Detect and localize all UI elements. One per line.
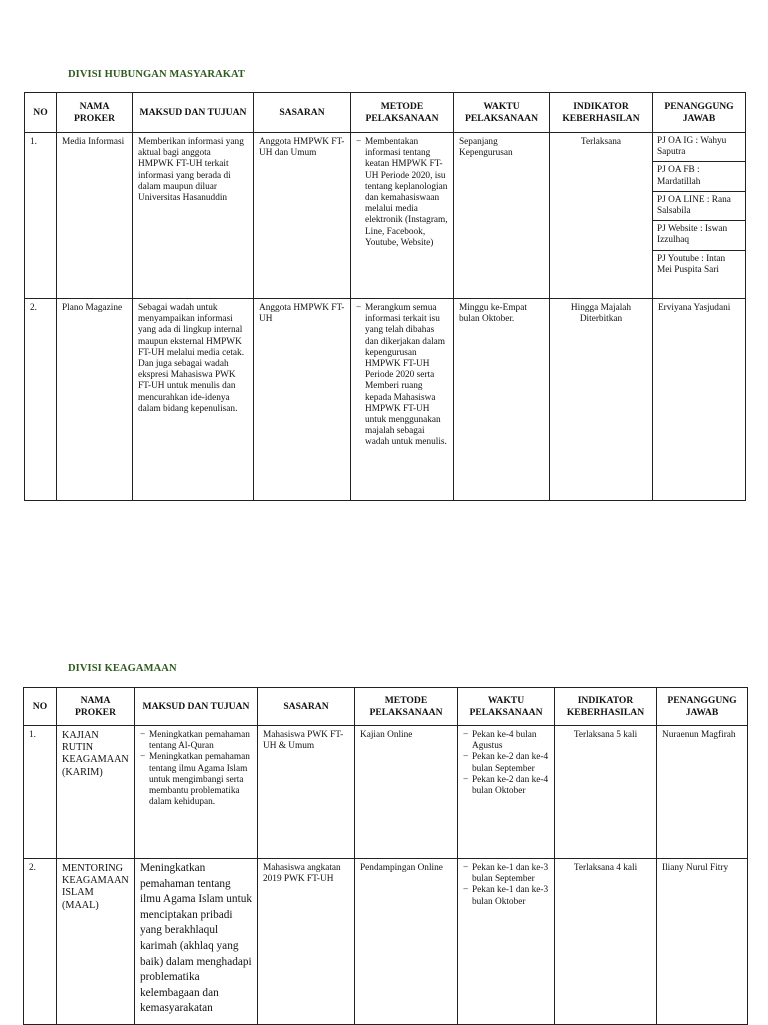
pj-website: PJ Website : Iswan Izzulhaq [653,221,745,250]
cell-penanggung-jawab [653,133,746,299]
cell-no: 1. [25,133,57,299]
cell-nama-proker: Media Informasi [57,133,133,299]
cell-nama-proker: Plano Magazine [57,299,133,501]
list-item: − Pekan ke-1 dan ke-3 bulan Oktober [463,885,549,907]
table-row [25,133,746,299]
list-item: − Meningkatkan pemahaman tentang Al-Quran [140,730,252,752]
cell-metode [351,299,454,501]
cell-sasaran: Anggota HMPWK FT-UH dan Umum [254,133,351,299]
table-row [24,859,748,1025]
header-maksud-tujuan: MAKSUD DAN TUJUAN [133,93,254,133]
cell-indikator: Terlaksana [550,133,653,299]
header-waktu: WAKTU PELAKSANAAN [458,688,555,726]
header-penanggung-jawab: PENANGGUNG JAWAB [657,688,748,726]
cell-waktu: Sepanjang Kepengurusan [454,133,550,299]
maksud-text: Meningkatkan pemahaman tentang ilmu Agama Islam untuk menciptakan pribadi yang berakhlaqul karimah (akhlaq yang baik) dalam menghadapi problematika kelembagaan dan kemasyarakatan [140,862,252,1015]
cell-nama-proker: MENTORING KEAGAMAAN ISLAM (MAAL) [57,859,135,1025]
table-keagamaan [23,687,748,1025]
cell-indikator: Terlaksana 5 kali [555,726,657,859]
cell-indikator: Hingga Majalah Diterbitkan [550,299,653,501]
section-title-humas: DIVISI HUBUNGAN MASYARAKAT [68,69,246,80]
header-maksud-tujuan: MAKSUD DAN TUJUAN [135,688,258,726]
list-item: − Merangkum semua informasi terkait isu yang telah dibahas dan dikerjakan dalam kepengurusan HMPWK FT-UH Periode 2020 serta Memberi ruang kepada Mahasiswa HMPWK FT-UH untuk menggunakan majalah sebagai wadah untuk menulis. [356,303,448,449]
list-item: − Meningkatkan pemahaman tentang ilmu Agama Islam untuk mengimbangi serta membantu problematika dalam kehidupan. [140,752,252,808]
cell-nama-proker: KAJIAN RUTIN KEAGAMAAN (KARIM) [57,726,135,859]
cell-penanggung-jawab: Nuraenun Magfirah [657,726,748,859]
list-item: − Pekan ke-4 bulan Agustus [463,730,549,752]
pj-oa-ig: PJ OA IG : Wahyu Saputra [653,133,745,162]
header-indikator: INDIKATOR KEBERHASILAN [550,93,653,133]
list-item: − Pekan ke-1 dan ke-3 bulan September [463,863,549,885]
cell-no: 1. [24,726,57,859]
cell-no: 2. [24,859,57,1025]
section-title-keagamaan: DIVISI KEAGAMAAN [68,663,177,674]
pj-youtube: PJ Youtube : Intan Mei Puspita Sari [657,253,726,275]
header-no: NO [25,93,57,133]
cell-sasaran: Anggota HMPWK FT-UH [254,299,351,501]
table-header-row [25,93,746,133]
header-metode: METODE PELAKSANAAN [355,688,458,726]
cell-maksud [135,726,258,859]
list-item: − Pekan ke-2 dan ke-4 bulan Oktober [463,775,549,797]
header-penanggung-jawab: PENANGGUNG JAWAB [653,93,746,133]
cell-sasaran: Mahasiswa angkatan 2019 PWK FT-UH [258,859,355,1025]
header-no: NO [24,688,57,726]
header-metode: METODE PELAKSANAAN [351,93,454,133]
cell-metode [351,133,454,299]
cell-sasaran: Mahasiswa PWK FT-UH & Umum [258,726,355,859]
cell-maksud [135,859,258,1025]
cell-maksud: Memberikan informasi yang aktual bagi anggota HMPWK FT-UH terkait informasi yang berada di dalam maupun diluar Universitas Hasanuddin [133,133,254,299]
cell-waktu [458,726,555,859]
cell-waktu [458,859,555,1025]
cell-maksud: Sebagai wadah untuk menyampaikan informasi yang ada di lingkup internal maupun eksternal HMPWK FT-UH melalui media cetak. Dan juga sebagai wadah ekspresi Mahasiswa PWK FT-UH untuk menulis dan mencurahkan ide-idenya dalam bidang kepenulisan. [133,299,254,501]
table-row [24,726,748,859]
list-item: − Pekan ke-2 dan ke-4 bulan September [463,752,549,774]
cell-waktu: Minggu ke-Empat bulan Oktober. [454,299,550,501]
pj-oa-line: PJ OA LINE : Rana Salsabila [653,192,745,221]
cell-penanggung-jawab: Iliany Nurul Fitry [657,859,748,1025]
cell-indikator: Terlaksana 4 kali [555,859,657,1025]
header-indikator: INDIKATOR KEBERHASILAN [555,688,657,726]
cell-no: 2. [25,299,57,501]
table-header-row [24,688,748,726]
table-humas [24,92,746,501]
header-nama-proker: NAMA PROKER [57,93,133,133]
cell-metode: Kajian Online [355,726,458,859]
list-item: − Membentakan informasi tentang keatan HMPWK FT-UH Periode 2020, isu tentang keplanologian dan kemahasiswaan melalui media elektronik (Instagram, Line, Facebook, Youtube, Website) [356,137,448,249]
header-sasaran: SASARAN [254,93,351,133]
header-waktu: WAKTU PELAKSANAAN [454,93,550,133]
table-row [25,299,746,501]
header-nama-proker: NAMA PROKER [57,688,135,726]
header-sasaran: SASARAN [258,688,355,726]
cell-penanggung-jawab: Erviyana Yasjudani [653,299,746,501]
cell-metode: Pendampingan Online [355,859,458,1025]
pj-oa-fb: PJ OA FB : Mardatillah [653,162,745,191]
